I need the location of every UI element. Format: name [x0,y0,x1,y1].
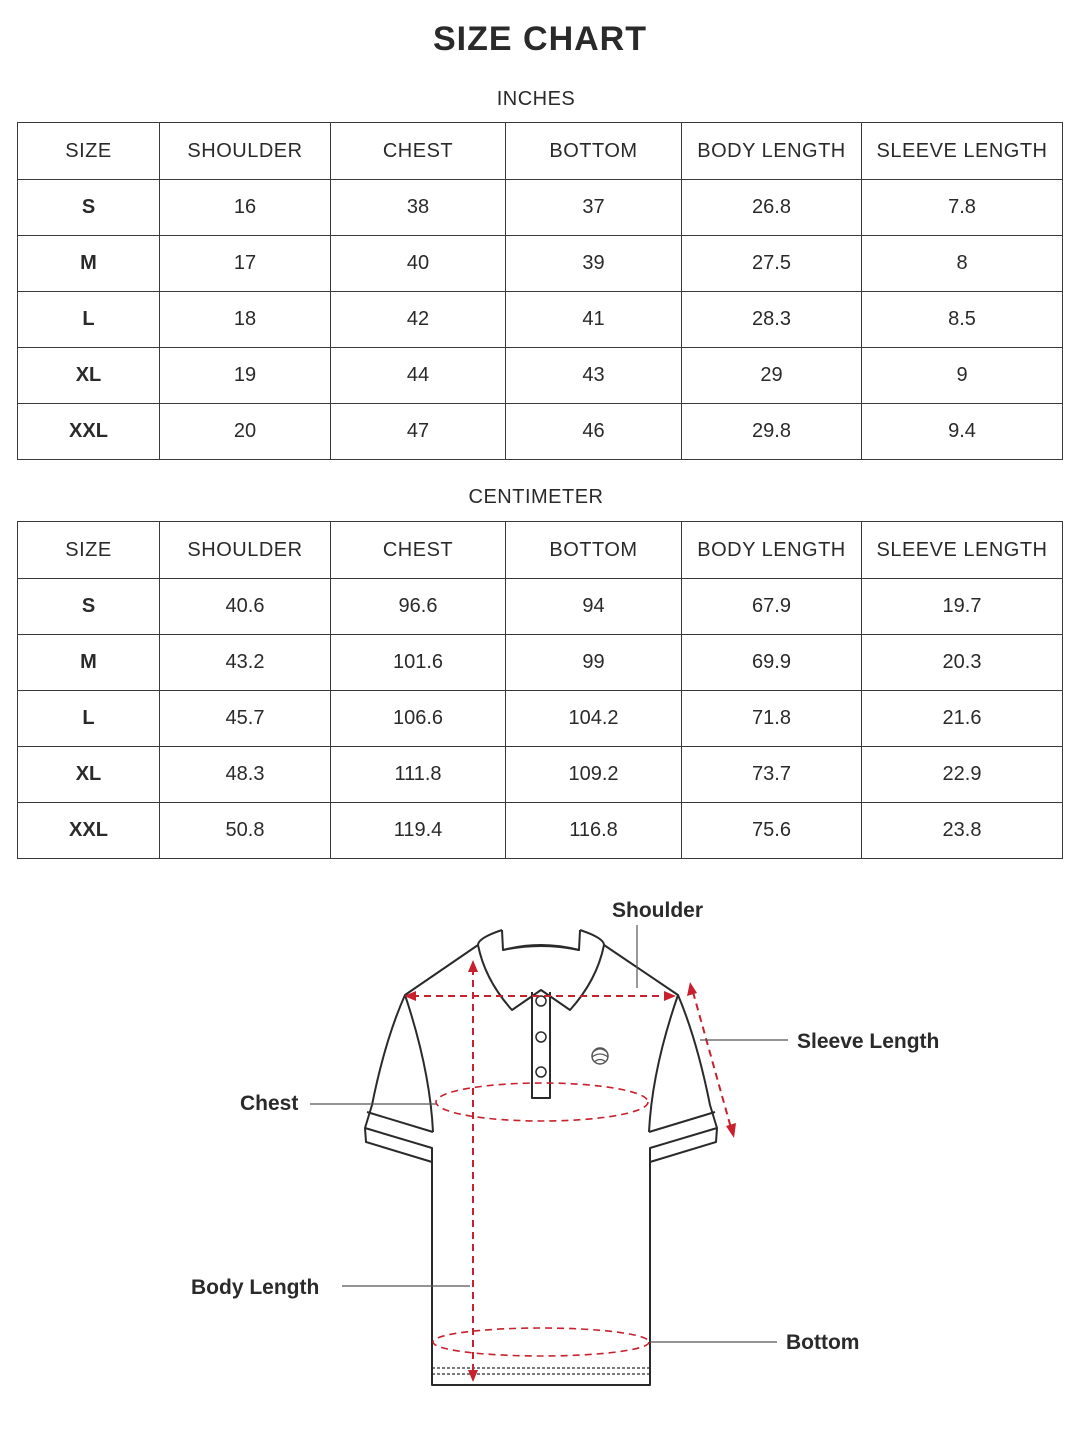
table-row [18,691,1063,747]
column-header: BODY LENGTH [682,123,862,180]
measurement-cell: 26.8 [682,180,862,236]
measurement-cell: 39 [506,236,682,292]
table-row [18,236,1063,292]
table-row [18,292,1063,348]
measurement-cell: 38 [331,180,506,236]
table-row [18,635,1063,691]
column-header: SIZE [18,522,160,579]
measurement-cell: 73.7 [682,747,862,803]
column-header: SHOULDER [160,123,331,180]
measurement-cell: 94 [506,579,682,635]
measurement-cell: 106.6 [331,691,506,747]
measurement-cell: 69.9 [682,635,862,691]
measurement-cell: 119.4 [331,803,506,859]
size-cell: S [18,579,160,635]
column-header: CHEST [331,123,506,180]
bottom-label: Bottom [786,1331,860,1354]
inches-table [17,122,1063,460]
inches-label: INCHES [496,88,576,110]
shoulder-label: Shoulder [612,899,704,922]
button-icon [536,1067,546,1077]
column-header: BOTTOM [506,123,682,180]
measurement-cell: 29 [682,348,862,404]
measurement-cell: 104.2 [506,691,682,747]
measurement-cell: 40.6 [160,579,331,635]
centimeter-table [17,521,1063,859]
column-header: SIZE [18,123,160,180]
measurement-cell: 7.8 [862,180,1063,236]
measurement-cell: 18 [160,292,331,348]
measurement-lines [412,968,731,1375]
measurement-cell: 71.8 [682,691,862,747]
column-header: SLEEVE LENGTH [862,522,1063,579]
measurement-cell: 20.3 [862,635,1063,691]
measurement-cell: 21.6 [862,691,1063,747]
measurement-cell: 40 [331,236,506,292]
button-icons [536,996,546,1077]
measurement-cell: 8 [862,236,1063,292]
size-cell: M [18,635,160,691]
measurement-cell: 9.4 [862,404,1063,460]
column-header: CHEST [331,522,506,579]
measurement-cell: 23.8 [862,803,1063,859]
arrow-down-icon [468,1370,478,1382]
page-title: SIZE CHART [433,20,647,58]
measurement-cell: 46 [506,404,682,460]
measurement-cell: 16 [160,180,331,236]
measurement-cell: 19.7 [862,579,1063,635]
column-header: BOTTOM [506,522,682,579]
polo-shirt-diagram [0,880,1080,1410]
sleeve-length-label: Sleeve Length [797,1030,940,1053]
measurement-cell: 50.8 [160,803,331,859]
arrow-up-icon [468,960,478,972]
table-row [18,348,1063,404]
measurement-cell: 20 [160,404,331,460]
column-header: SHOULDER [160,522,331,579]
measurement-cell: 99 [506,635,682,691]
button-icon [536,1032,546,1042]
size-cell: L [18,691,160,747]
measurement-cell: 75.6 [682,803,862,859]
table-header-row [18,123,1063,180]
measurement-cell: 101.6 [331,635,506,691]
measurement-cell: 48.3 [160,747,331,803]
measurement-cell: 8.5 [862,292,1063,348]
table-row [18,579,1063,635]
size-cell: S [18,180,160,236]
size-cell: M [18,236,160,292]
table-row [18,404,1063,460]
measurement-cell: 42 [331,292,506,348]
arrow-down-icon [726,1123,736,1138]
measurement-cell: 27.5 [682,236,862,292]
inches-table-body [18,180,1063,460]
measurement-arrowheads [404,960,736,1382]
body-length-label: Body Length [191,1276,320,1299]
measurement-cell: 37 [506,180,682,236]
size-cell: L [18,292,160,348]
measurement-cell: 41 [506,292,682,348]
size-cell: XL [18,747,160,803]
measurement-cell: 116.8 [506,803,682,859]
table-row [18,180,1063,236]
measurement-cell: 22.9 [862,747,1063,803]
measurement-cell: 109.2 [506,747,682,803]
measurement-cell: 111.8 [331,747,506,803]
measurement-cell: 17 [160,236,331,292]
measurement-cell: 47 [331,404,506,460]
measurement-cell: 45.7 [160,691,331,747]
measurement-cell: 43 [506,348,682,404]
arrow-up-icon [687,982,697,996]
measurement-cell: 9 [862,348,1063,404]
table-row [18,747,1063,803]
measurement-cell: 96.6 [331,579,506,635]
bottom-measure-ellipse [433,1328,649,1356]
chest-measure-ellipse [436,1083,648,1121]
measurement-cell: 28.3 [682,292,862,348]
brand-logo-icon [592,1048,608,1064]
table-row [18,803,1063,859]
centimeter-label: CENTIMETER [468,486,604,508]
column-header: BODY LENGTH [682,522,862,579]
measurement-cell: 43.2 [160,635,331,691]
centimeter-table-body [18,579,1063,859]
chest-label: Chest [240,1092,299,1115]
size-cell: XXL [18,404,160,460]
measurement-cell: 19 [160,348,331,404]
measurement-cell: 44 [331,348,506,404]
column-header: SLEEVE LENGTH [862,123,1063,180]
size-cell: XXL [18,803,160,859]
button-icon [536,996,546,1006]
size-cell: XL [18,348,160,404]
measurement-cell: 29.8 [682,404,862,460]
measurement-cell: 67.9 [682,579,862,635]
table-header-row [18,522,1063,579]
